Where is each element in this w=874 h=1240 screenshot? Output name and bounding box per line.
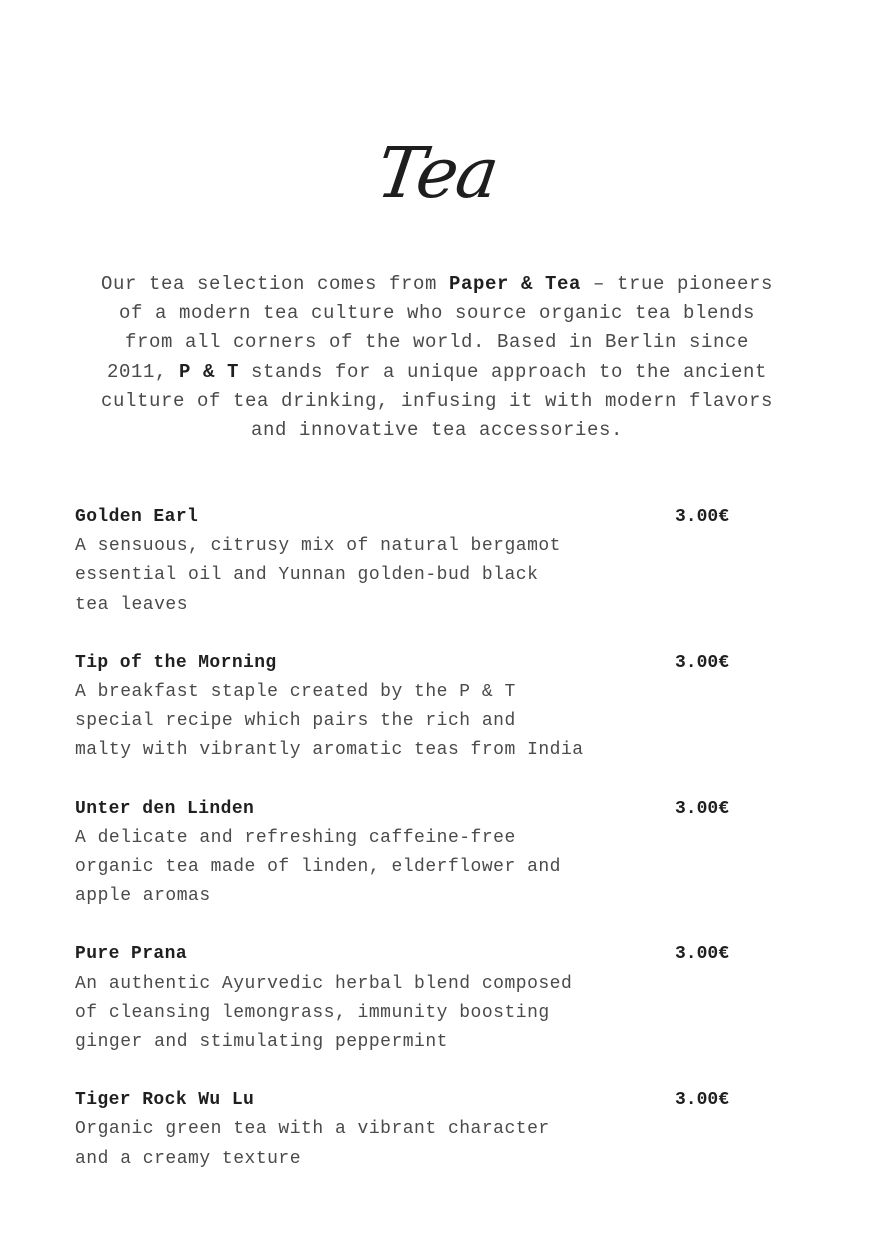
intro-text: from all corners of the world. Based in Berlin since bbox=[124, 331, 750, 354]
intro-text: of a modern tea culture who source organic tea blends bbox=[118, 302, 756, 325]
item-description: A sensuous, citrusy mix of natural bergamot essential oil and Yunnan golden-bud black tea leaves bbox=[75, 536, 561, 615]
intro-line bbox=[76, 328, 798, 357]
intro-line bbox=[76, 299, 798, 328]
item-name: Unter den Linden bbox=[75, 798, 255, 819]
intro-text: – true pioneers bbox=[581, 273, 774, 295]
item-price: 3.00€ bbox=[675, 507, 730, 527]
intro-text: and innovative tea accessories. bbox=[250, 419, 624, 442]
item-price: 3.00€ bbox=[675, 652, 730, 673]
item-description: An authentic Ayurvedic herbal blend composed of cleansing lemongrass, immunity boosting ginger and stimulating peppermint bbox=[75, 973, 573, 1053]
intro-line bbox=[76, 416, 798, 445]
intro-text: Our tea selection comes from bbox=[100, 273, 449, 295]
intro-brand-short: P & T bbox=[178, 360, 239, 383]
item-name: Golden Earl bbox=[75, 507, 199, 527]
item-price: 3.00€ bbox=[675, 798, 730, 819]
item-description: A delicate and refreshing caffeine-free organic tea made of linden, elderflower and apple aromas bbox=[75, 827, 561, 907]
item-price: 3.00€ bbox=[675, 944, 730, 965]
menu-item bbox=[75, 503, 755, 620]
item-name: Tiger Rock Wu Lu bbox=[75, 1090, 255, 1111]
item-description: Organic green tea with a vibrant character and a creamy texture bbox=[75, 1119, 550, 1169]
intro-line bbox=[76, 358, 798, 387]
intro-text: stands for a unique approach to the ancient bbox=[238, 360, 768, 383]
menu-item bbox=[75, 795, 755, 912]
menu-item bbox=[75, 649, 755, 766]
tea-menu-list bbox=[75, 503, 755, 1203]
item-name: Pure Prana bbox=[75, 944, 188, 965]
intro-line bbox=[76, 387, 798, 416]
item-name: Tip of the Morning bbox=[75, 652, 277, 673]
intro-paragraph bbox=[76, 270, 798, 445]
item-description: A breakfast staple created by the P & T special recipe which pairs the rich and malty with vibrantly aromatic teas from India bbox=[75, 682, 584, 761]
menu-item bbox=[75, 940, 755, 1057]
item-price: 3.00€ bbox=[675, 1090, 730, 1111]
menu-item bbox=[75, 1086, 755, 1174]
intro-text: 2011, bbox=[106, 360, 179, 383]
intro-line bbox=[76, 270, 798, 299]
intro-brand-name: Paper & Tea bbox=[449, 273, 582, 295]
intro-text: culture of tea drinking, infusing it with modern flavors bbox=[100, 389, 774, 412]
page-title: Tea bbox=[372, 132, 502, 214]
